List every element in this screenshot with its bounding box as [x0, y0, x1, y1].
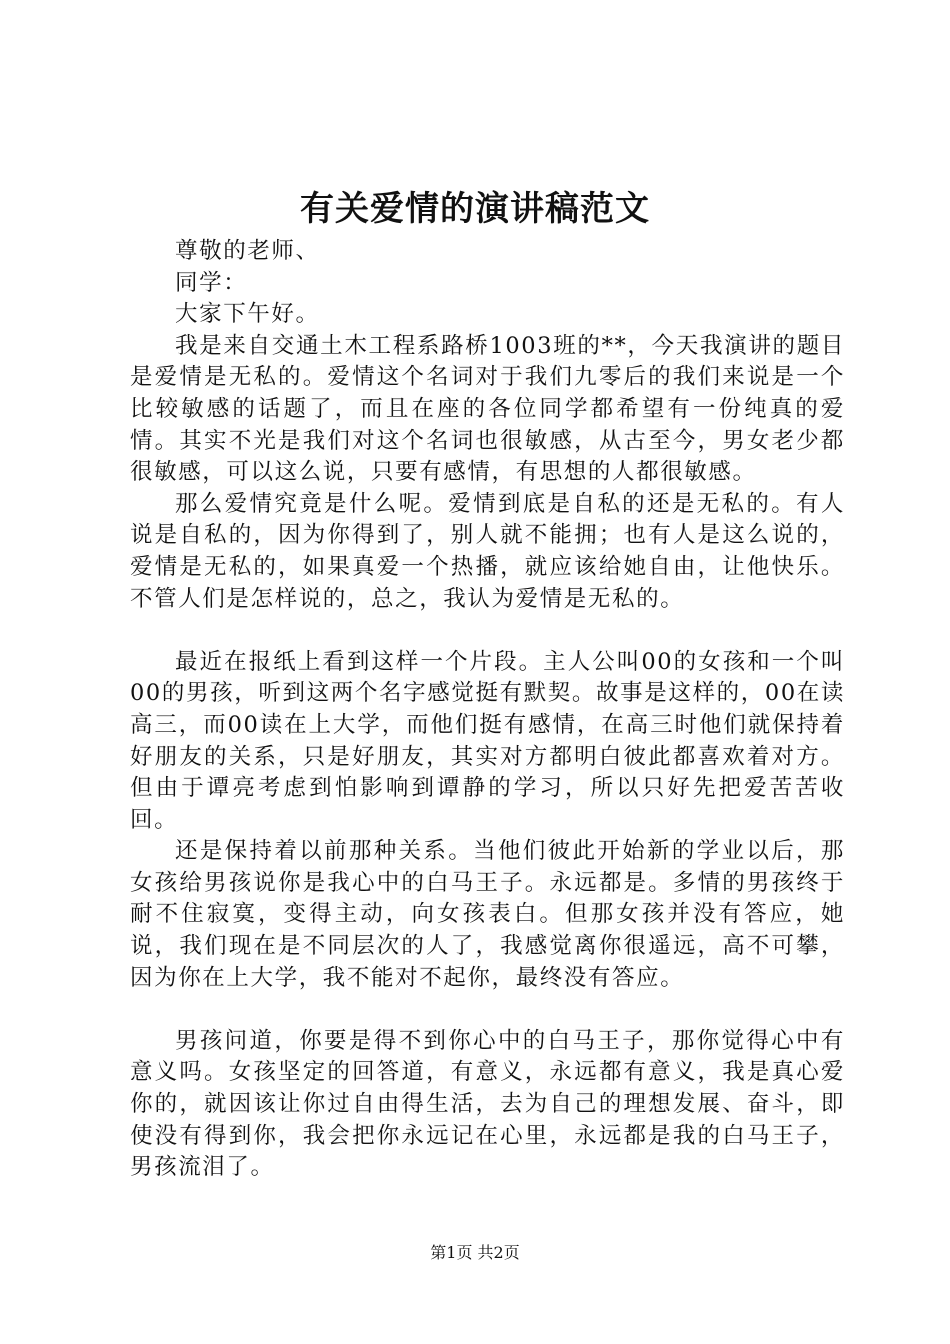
paragraph-greeting-2: 同学： [175, 269, 248, 296]
paragraph-question: 那么爱情究竟是什么呢。爱情到底是自私的还是无私的。有人说是自私的，因为你得到了，别人就不能拥；也有人是这么说的，爱情是无私的，如果真爱一个热播，就应该给她自由，让他快乐。不管人们是怎样说的，总之，我认为爱情是无私的。 [130, 490, 845, 612]
document-title: 有关爱情的演讲稿范文 [300, 189, 650, 229]
paragraph-story-continued: 还是保持着以前那种关系。当他们彼此开始新的学业以后，那女孩给男孩说你是我心中的白马王子。永远都是。多情的男孩终于耐不住寂寞，变得主动，向女孩表白。但那女孩并没有答应，她说，我们现在是不同层次的人了，我感觉离你很遥远，高不可攀，因为你在上大学，我不能对不起你，最终没有答应。 [130, 838, 845, 991]
paragraph-story: 最近在报纸上看到这样一个片段。主人公叫00的女孩和一个叫00的男孩，听到这两个名字感觉挺有默契。故事是这样的，00在读高三，而00读在上大学，而他们挺有感情，在高三时他们就保持着好朋友的关系，只是好朋友，其实对方都明白彼此都喜欢着对方。但由于谭亮考虑到怕影响到谭静的学习，所以只好先把爱苦苦收回。 [130, 648, 845, 833]
page-footer: 第1页 共2页 [430, 1243, 520, 1262]
paragraph-ending: 男孩问道，你要是得不到你心中的白马王子，那你觉得心中有意义吗。女孩坚定的回答道，有意义，永远都有意义，我是真心爱你的，就因该让你过自由得生活，去为自己的理想发展、奋斗，即使没有得到你，我会把你永远记在心里，永远都是我的白马王子，男孩流泪了。 [130, 1027, 845, 1181]
paragraph-intro: 我是来自交通土木工程系路桥1003班的**，今天我演讲的题目是爱情是无私的。爱情这个名词对于我们九零后的我们来说是一个比较敏感的话题了，而且在座的各位同学都希望有一份纯真的爱情。其实不光是我们对这个名词也很敏感，从古至今，男女老少都很敏感，可以这么说，只要有感情，有思想的人都很敏感。 [130, 332, 845, 486]
paragraph-greeting-1: 尊敬的老师、 [175, 238, 320, 264]
paragraph-greeting-3: 大家下午好。 [175, 301, 320, 328]
document-body [130, 236, 845, 1184]
